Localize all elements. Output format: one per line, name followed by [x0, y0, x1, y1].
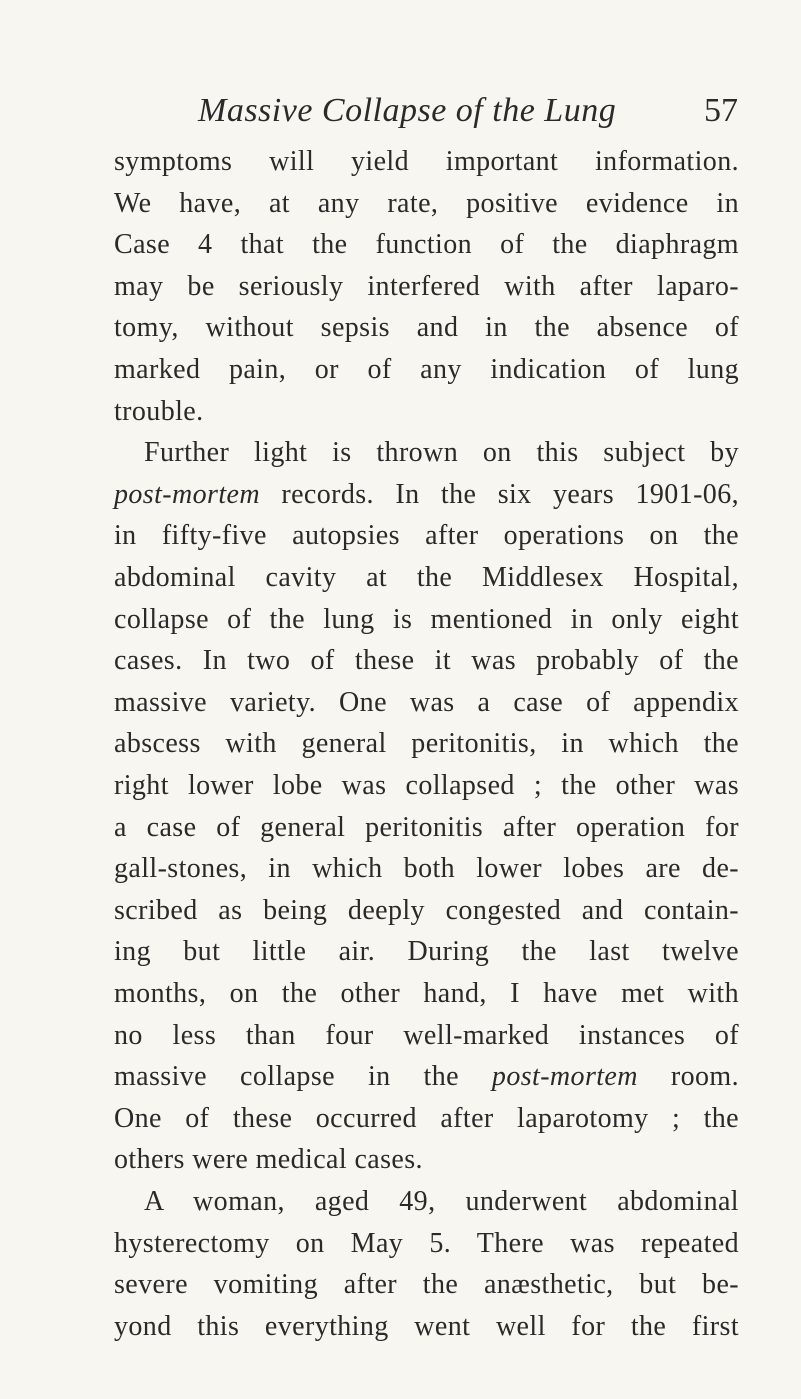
text-line: [114, 520, 739, 560]
text-line: [114, 1103, 739, 1143]
text-segment: no less than four well-marked instances of: [114, 1019, 739, 1051]
text-line: [114, 562, 739, 602]
text-segment: may be seriously interfered with after laparo-: [114, 270, 739, 302]
text-segment: trouble.: [114, 395, 204, 427]
text-segment: abscess with general peritonitis, in which the: [114, 728, 739, 760]
text-segment: marked pain, or of any indication of lung: [114, 354, 739, 385]
text-segment: symptoms will yield important information.: [114, 146, 739, 177]
text-line: [114, 396, 739, 436]
text-segment: collapse of the lung is mentioned in only eight: [114, 603, 739, 635]
text-segment: records. In the six years 1901-06,: [259, 478, 739, 510]
text-line: [114, 1228, 739, 1268]
text-line: [144, 1186, 739, 1226]
text-segment: Further light is thrown on this subject by: [144, 437, 739, 469]
text-line: [114, 1269, 739, 1309]
text-line: [144, 437, 739, 477]
text-segment: massive variety. One was a case of appendix: [114, 686, 739, 718]
text-segment: severe vomiting after the anæsthetic, but be-: [114, 1269, 739, 1301]
italic-term: post-mortem: [114, 478, 260, 510]
text-segment: hysterectomy on May 5. There was repeated: [114, 1227, 739, 1259]
text-line: [114, 728, 739, 768]
text-line: [114, 687, 739, 727]
page-number: 57: [704, 92, 738, 129]
text-line: [114, 146, 739, 186]
text-segment: cases. In two of these it was probably of the: [114, 645, 739, 677]
text-segment: massive collapse in the: [114, 1061, 492, 1093]
text-line: [114, 479, 739, 519]
text-line: [114, 812, 739, 852]
text-line: [114, 1144, 739, 1184]
text-segment: tomy, without sepsis and in the absence of: [114, 312, 739, 344]
text-segment: We have, at any rate, positive evidence in: [114, 187, 739, 219]
text-segment: a case of general peritonitis after operation for: [114, 811, 739, 843]
text-line: [114, 354, 739, 394]
text-line: [114, 312, 739, 352]
text-segment: in fifty-five autopsies after operations on the: [114, 520, 739, 552]
text-line: [114, 770, 739, 810]
text-segment: Case 4 that the function of the diaphragm: [114, 229, 739, 261]
text-line: [114, 853, 739, 893]
text-segment: room.: [637, 1061, 739, 1093]
text-segment: gall-stones, in which both lower lobes are de-: [114, 853, 739, 885]
text-line: [114, 229, 739, 269]
page-header: [198, 92, 738, 136]
text-line: [114, 188, 739, 228]
text-line: [114, 1020, 739, 1060]
text-line: [114, 604, 739, 644]
running-title: Massive Collapse of the Lung: [198, 92, 617, 129]
text-segment: others were medical cases.: [114, 1144, 423, 1176]
text-segment: A woman, aged 49, underwent abdominal: [144, 1186, 739, 1217]
text-line: [114, 895, 739, 935]
text-line: [114, 1061, 739, 1101]
text-segment: months, on the other hand, I have met with: [114, 978, 739, 1009]
text-segment: scribed as being deeply congested and contain-: [114, 894, 739, 926]
text-segment: yond this everything went well for the first: [114, 1310, 739, 1342]
text-line: [114, 645, 739, 685]
text-segment: ing but little air. During the last twelve: [114, 936, 739, 968]
text-line: [114, 271, 739, 311]
text-segment: One of these occurred after laparotomy ; the: [114, 1102, 739, 1134]
text-line: [114, 936, 739, 976]
text-line: [114, 1311, 739, 1351]
italic-term: post-mortem: [491, 1061, 638, 1093]
text-segment: abdominal cavity at the Middlesex Hospital,: [114, 562, 739, 593]
text-segment: right lower lobe was collapsed ; the other was: [114, 770, 739, 801]
text-line: [114, 978, 739, 1018]
